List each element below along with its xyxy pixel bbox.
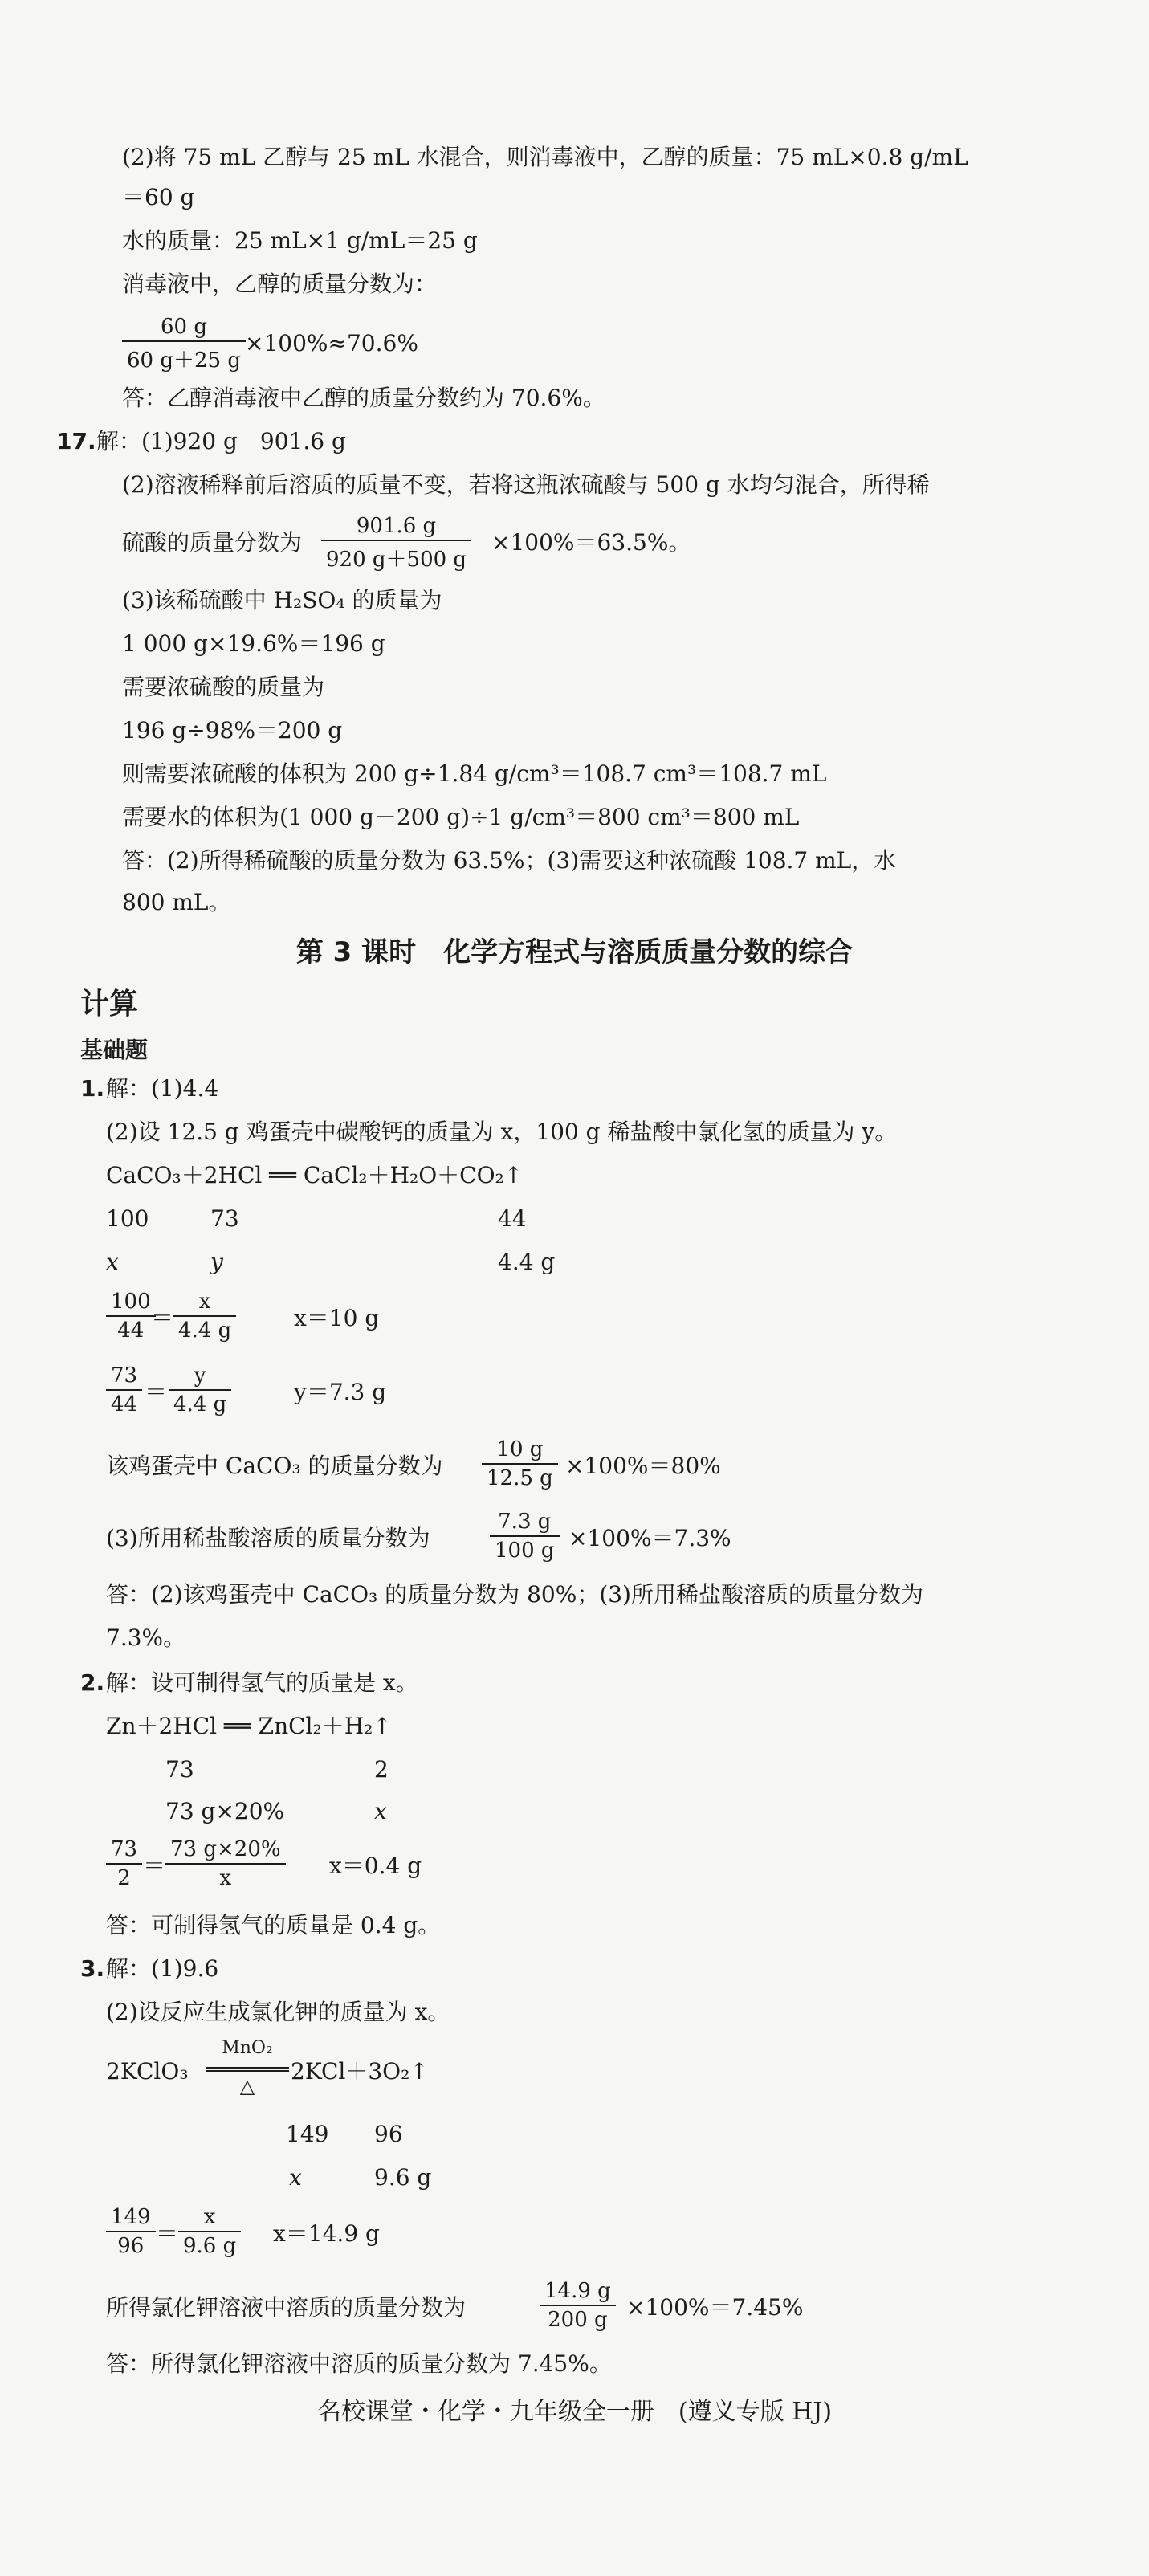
text-line: 答：可制得氢气的质量是 0.4 g。	[106, 1912, 441, 1938]
catalyst: MnO₂	[222, 2038, 273, 2058]
denominator: 12.5 g	[482, 1463, 558, 1490]
numerator: 73 g×20%	[170, 1837, 281, 1861]
denominator: 9.6 g	[178, 2231, 241, 2258]
question-number: 1.	[80, 1075, 105, 1102]
text-line: ×100%＝7.45%	[626, 2294, 804, 2321]
result: y＝7.3 g	[294, 1379, 387, 1405]
denominator: 44	[106, 1389, 142, 1416]
molar-mass: 96	[374, 2121, 403, 2147]
section-subtitle: 计算	[80, 988, 139, 1021]
text-line: 硫酸的质量分数为	[122, 529, 303, 556]
unknown: y	[210, 1249, 223, 1275]
fraction	[540, 2279, 616, 2332]
text-line: 需要水的体积为(1 000 g－200 g)÷1 g/cm³＝800 cm³＝800 mL	[122, 804, 800, 830]
text-line: 答：乙醇消毒液中乙醇的质量分数约为 70.6%。	[122, 385, 605, 411]
molar-mass: 100	[106, 1205, 149, 1232]
text-line: 答：(2)该鸡蛋壳中 CaCO₃ 的质量分数为 80%；(3)所用稀盐酸溶质的质量分数为	[106, 1581, 923, 1608]
unknown: x	[289, 2164, 302, 2191]
unknown: x	[374, 1798, 387, 1824]
numerator: 73	[111, 1837, 138, 1861]
text-line: 需要浓硫酸的质量为	[122, 674, 325, 700]
fraction	[482, 1437, 558, 1490]
fraction	[106, 1363, 142, 1416]
numerator: 100	[111, 1290, 151, 1314]
text-line: 则需要浓硫酸的体积为 200 g÷1.84 g/cm³＝108.7 cm³＝108.7 mL	[122, 760, 827, 787]
fraction	[173, 1290, 236, 1343]
text-line: 解：(1)920 g 901.6 g	[96, 428, 346, 454]
denominator: 920 g＋500 g	[321, 540, 471, 573]
fraction	[490, 1510, 560, 1563]
products: 2KCl＋3O₂↑	[291, 2058, 429, 2085]
question-number: 17.	[56, 428, 96, 454]
numerator: x	[203, 2205, 216, 2229]
result: x＝0.4 g	[329, 1853, 422, 1879]
equals-sign: ＝	[143, 1853, 166, 1879]
text-line: 水的质量：25 mL×1 g/mL＝25 g	[122, 227, 478, 254]
heat-symbol: △	[239, 2075, 255, 2097]
text-line: 该鸡蛋壳中 CaCO₃ 的质量分数为	[106, 1453, 443, 1479]
text-line: 解：(1)9.6	[106, 1955, 219, 1982]
question-number: 3.	[80, 1955, 105, 1982]
unknown: x	[106, 1249, 119, 1275]
text-line: 7.3%。	[106, 1624, 186, 1651]
text-line: 消毒液中，乙醇的质量分数为：	[122, 271, 438, 297]
text-line: (3)该稀硫酸中 H₂SO₄ 的质量为	[122, 587, 442, 613]
text-line: 1 000 g×19.6%＝196 g	[122, 630, 385, 657]
numerator: 149	[111, 2205, 151, 2229]
text-line: 解：(1)4.4	[106, 1075, 219, 1102]
denominator: 4.4 g	[173, 1315, 236, 1343]
numerator: y	[194, 1363, 206, 1388]
numerator: 73	[111, 1363, 138, 1388]
denominator: 44	[106, 1315, 156, 1343]
text-line: ×100%≈70.6%	[245, 330, 418, 357]
text-line: (2)将 75 mL 乙醇与 25 mL 水混合，则消毒液中，乙醇的质量：75 mL×0.8 g/mL	[122, 144, 968, 170]
numerator: 10 g	[496, 1437, 544, 1461]
result: x＝14.9 g	[273, 2220, 380, 2247]
numerator: 901.6 g	[356, 514, 437, 538]
text-line: 所得氯化钾溶液中溶质的质量分数为	[106, 2294, 467, 2321]
text-line: (3)所用稀盐酸溶质的质量分数为	[106, 1525, 430, 1551]
molar-mass: 73	[165, 1756, 194, 1783]
known-mass: 73 g×20%	[165, 1798, 285, 1824]
reactant: 2KClO₃	[106, 2058, 189, 2085]
denominator: x	[165, 1863, 286, 1890]
text-line: 解：设可制得氢气的质量是 x。	[106, 1669, 418, 1696]
fraction	[321, 514, 471, 573]
fraction	[165, 1837, 286, 1890]
denominator: 60 g＋25 g	[122, 340, 246, 373]
fraction	[169, 1363, 231, 1416]
text-line: (2)设 12.5 g 鸡蛋壳中碳酸钙的质量为 x，100 g 稀盐酸中氯化氢的质量为 y。	[106, 1119, 898, 1145]
known-mass: 4.4 g	[498, 1249, 556, 1275]
fraction	[106, 1290, 156, 1343]
text-line: (2)溶液稀释前后溶质的质量不变，若将这瓶浓硫酸与 500 g 水均匀混合，所得稀	[122, 471, 930, 498]
numerator: x	[198, 1290, 211, 1314]
text-line: ×100%＝7.3%	[568, 1525, 731, 1551]
numerator: 14.9 g	[544, 2279, 611, 2303]
equals-sign: ＝	[156, 2220, 179, 2247]
molar-mass: 44	[498, 1205, 527, 1232]
fraction	[122, 315, 246, 373]
text-line: 答：所得氯化钾溶液中溶质的质量分数为 7.45%。	[106, 2350, 612, 2377]
numerator: 7.3 g	[498, 1510, 552, 1534]
reaction-arrow	[206, 2070, 289, 2072]
text-line: 答：(2)所得稀硫酸的质量分数为 63.5%；(3)需要这种浓硫酸 108.7 mL，水	[122, 847, 897, 874]
reaction-arrow	[206, 2067, 289, 2069]
molar-mass: 73	[210, 1205, 239, 1232]
text-line: ＝60 g	[122, 184, 195, 210]
chemical-equation: CaCO₃＋2HCl ══ CaCl₂＋H₂O＋CO₂↑	[106, 1162, 524, 1188]
denominator: 100 g	[490, 1535, 560, 1563]
text-line: 196 g÷98%＝200 g	[122, 717, 343, 744]
level-heading: 基础题	[80, 1037, 149, 1063]
numerator: 60 g	[161, 315, 207, 339]
chemical-equation: Zn＋2HCl ══ ZnCl₂＋H₂↑	[106, 1713, 392, 1739]
fraction	[106, 2205, 156, 2258]
denominator: 96	[106, 2231, 156, 2258]
section-title: 第 3 课时 化学方程式与溶质质量分数的综合	[295, 936, 854, 968]
question-number: 2.	[80, 1669, 105, 1696]
denominator: 200 g	[540, 2305, 616, 2332]
text-line: (2)设反应生成氯化钾的质量为 x。	[106, 1999, 450, 2025]
known-mass: 9.6 g	[374, 2164, 432, 2191]
fraction	[106, 1837, 142, 1890]
text-line: 800 mL。	[122, 889, 231, 915]
denominator: 2	[106, 1863, 142, 1890]
result: x＝10 g	[294, 1305, 380, 1331]
page-footer: 名校课堂・化学・九年级全一册 (遵义专版 HJ)	[316, 2398, 833, 2426]
denominator: 4.4 g	[169, 1389, 231, 1416]
text-line: ×100%＝80%	[565, 1453, 721, 1479]
molar-mass: 149	[286, 2121, 329, 2147]
equals-sign: ＝	[151, 1305, 174, 1331]
fraction	[178, 2205, 241, 2258]
equals-sign: ＝	[145, 1379, 168, 1405]
text-line: ×100%＝63.5%。	[491, 529, 691, 556]
molar-mass: 2	[374, 1756, 389, 1783]
